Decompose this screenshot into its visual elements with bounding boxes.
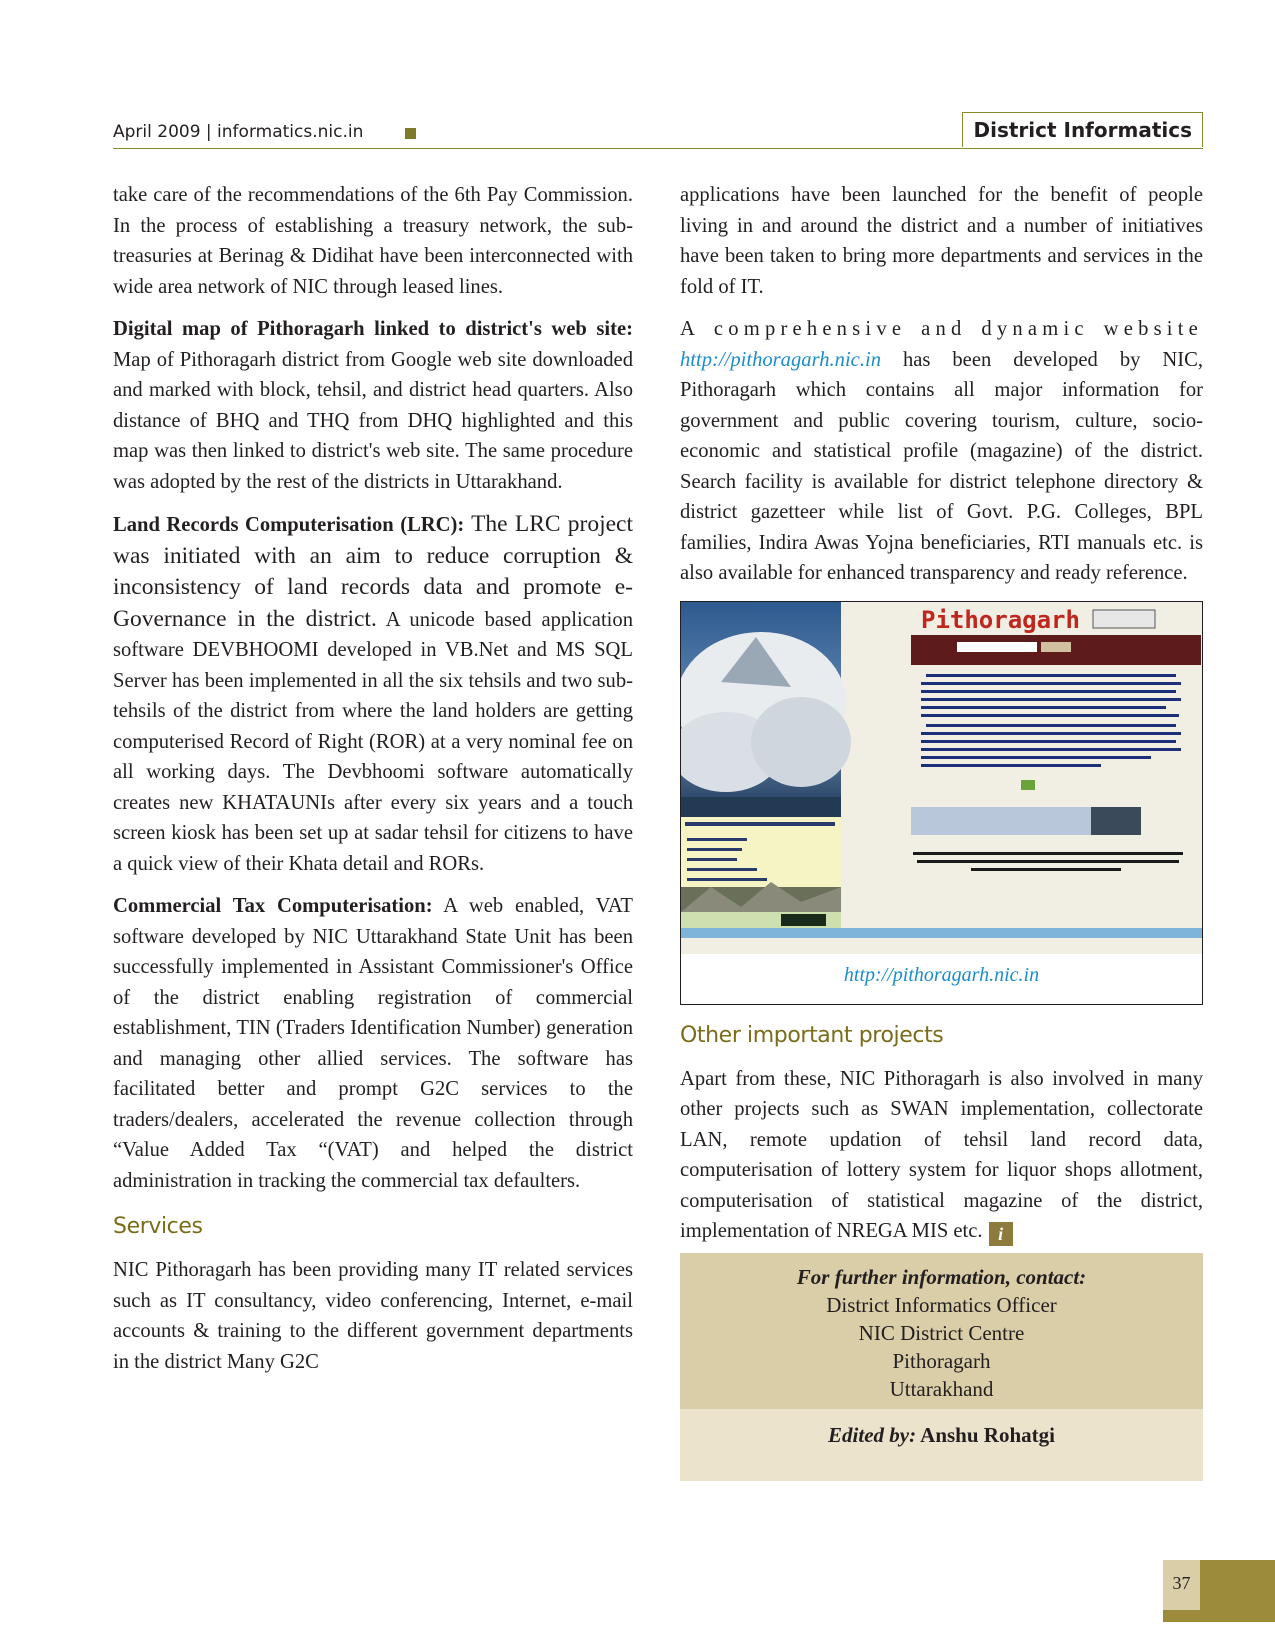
website-text: has been developed by NIC, Pithoragarh which contains all major information for government and public covering tourism, culture, socio-economic and statistical profile (magazine) of the district. Search facility is available for district telephone directory & district gazetteer while list of Govt. P.G. Colleges, BPL families, Indira Awas Yojna beneficiaries, RTI manuals etc. is also available for enhanced transparency and ready reference. bbox=[680, 348, 1203, 584]
contact-line: NIC District Centre bbox=[858, 1320, 1025, 1345]
paragraph-treasury: take care of the recommendations of the 6th Pay Commission. In the process of establishing a treasury network, the sub-treasuries at Berinag & Didihat have been interconnected with wide area network of NIC through leased lines. bbox=[113, 184, 633, 298]
paragraph-services: NIC Pithoragarh has been providing many IT related services such as IT consultancy, video conferencing, Internet, e-mail accounts & training to the different government departments in the district Many G2C bbox=[113, 1259, 633, 1373]
edited-by-label: Edited by: bbox=[828, 1422, 917, 1447]
page-header bbox=[113, 112, 1203, 149]
page-corner-bar bbox=[1163, 1610, 1200, 1622]
lrc-text: A unicode based application software DEVBHOOMI developed in VB.Net and MS SQL Server has been implemented in all the six tehsils and two sub-tehsils of the district from where the land holders are getting computerised Record of Right (ROR) at a very nominal fee on all working days. The Devbhoomi software automatically creates new KHATAUNIs after every six years and a touch screen kiosk has been set up at sadar tehsil for citizens to have a quick view of their Khata detail and RORs. bbox=[113, 608, 633, 875]
figure-caption[interactable]: http://pithoragarh.nic.in bbox=[843, 963, 1040, 986]
edited-by-box bbox=[680, 1409, 1203, 1481]
page-number: 37 bbox=[1163, 1560, 1200, 1622]
header-square-icon bbox=[405, 128, 416, 139]
paragraph-digital-map bbox=[113, 314, 633, 497]
site-title-text: Pithoragarh bbox=[921, 605, 1080, 634]
left-column bbox=[113, 180, 633, 1389]
paragraph-lrc bbox=[113, 509, 633, 879]
info-icon: i bbox=[989, 1222, 1013, 1246]
website-screenshot-figure bbox=[680, 601, 1203, 1005]
contact-title: For further information, contact: bbox=[796, 1264, 1087, 1289]
commercial-tax-heading: Commercial Tax Computerisation: bbox=[113, 895, 433, 917]
section-title: District Informatics bbox=[962, 112, 1203, 147]
other-projects-text: Apart from these, NIC Pithoragarh is also involved in many other projects such as SWAN implementation, collectorate LAN, remote updation of tehsil land record data, computerisation of lottery system for liquor shops allotment, computerisation of statistical magazine of the district, implementation of NREGA MIS etc. bbox=[680, 1067, 1203, 1242]
paragraph-commercial-tax bbox=[113, 891, 633, 1196]
digital-map-heading: Digital map of Pithoragarh linked to district's web site: bbox=[113, 318, 633, 340]
website-screenshot bbox=[681, 602, 1202, 954]
right-column bbox=[680, 180, 1203, 1481]
other-projects-heading: Other important projects bbox=[680, 1022, 944, 1048]
lrc-intro: The LRC project was initiated with an aim to reduce corruption & inconsistency of land records data and promote e-Governance in the district. bbox=[113, 511, 634, 632]
digital-map-text: Map of Pithoragarh district from Google web site downloaded and marked with block, tehsil, and district head quarters. Also distance of BHQ and THQ from DHQ highlighted and this map was then linked to district's web site. The same procedure was adopted by the rest of the districts in Uttarakhand. bbox=[113, 348, 633, 493]
publication-line: April 2009 | informatics.nic.in bbox=[113, 122, 364, 142]
lrc-heading: Land Records Computerisation (LRC): bbox=[113, 514, 465, 536]
paragraph-other-projects bbox=[680, 1064, 1203, 1247]
services-heading: Services bbox=[113, 1214, 203, 1239]
website-screenshot-image bbox=[681, 602, 1202, 954]
editor-name: Anshu Rohatgi bbox=[916, 1422, 1055, 1447]
contact-line: Pithoragarh bbox=[892, 1348, 991, 1373]
contact-line: Uttarakhand bbox=[889, 1376, 994, 1401]
commercial-tax-text: A web enabled, VAT software developed by NIC Uttarakhand State Unit has been successfully implemented in Assistant Commissioner's Office of the district enabling registration of commercial establishment, TIN (Traders Identification Number) generation and managing other allied services. The software has facilitated better and prompt G2C services to the traders/dealers, accelerated the revenue collection through “Value Added Tax “(VAT) and helped the district administration in tracking the commercial tax defaulters. bbox=[113, 895, 633, 1192]
paragraph-g2c: applications have been launched for the benefit of people living in and around the district and a number of initiatives have been taken to bring more departments and services in the fold of IT. bbox=[680, 184, 1203, 298]
paragraph-website bbox=[680, 314, 1203, 589]
website-link[interactable]: http://pithoragarh.nic.in bbox=[680, 348, 881, 371]
contact-line: District Informatics Officer bbox=[826, 1292, 1057, 1317]
website-text-start: A comprehensive and dynamic website bbox=[680, 318, 1203, 340]
contact-box bbox=[680, 1253, 1203, 1409]
